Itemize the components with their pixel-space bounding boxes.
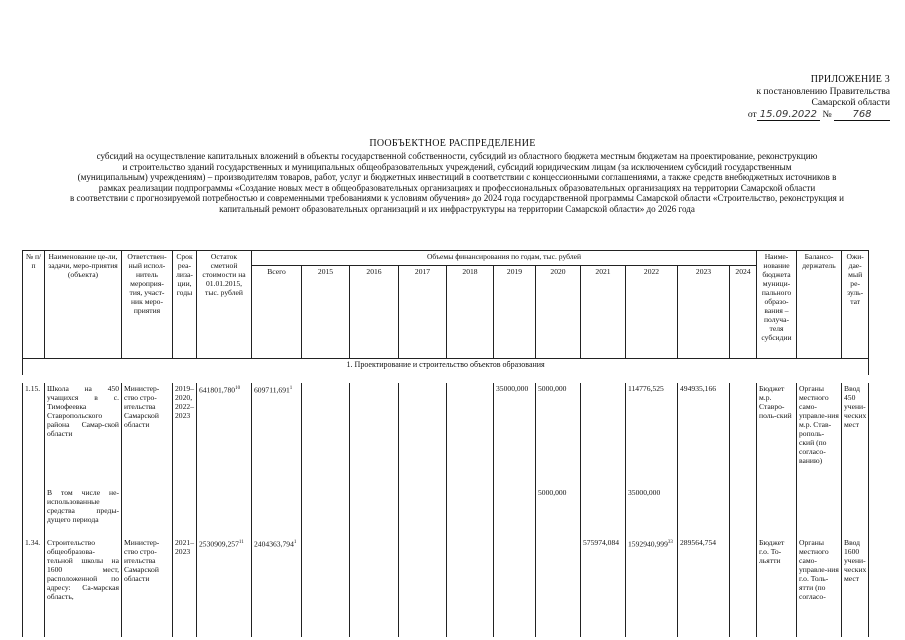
cell-2021: 575974,084	[581, 537, 626, 637]
number-prefix: №	[822, 108, 832, 120]
cell-total: 2404363,794$^1$	[252, 537, 302, 637]
cell-remainder: 2530909,257$^{11}$	[197, 537, 252, 637]
cell-2023: 494935,166	[678, 383, 730, 487]
cell-num: 1.15.	[23, 383, 45, 487]
cell-responsible: Министер-ство стро-ительства Самарской области	[122, 537, 173, 637]
header-responsible: Ответствен-ный испол-нитель мероприя-тия, участ-ник меро-приятия	[122, 251, 173, 359]
handwritten-date: 15.09.2022	[757, 109, 820, 122]
cell-name: Школа на 450 учащихся в с. Тимофеевка Ставропольского района Самар-ской области	[45, 383, 122, 487]
cell-result: Ввод 450 учени-ческих мест	[842, 383, 869, 487]
header-year: 2021	[581, 266, 626, 359]
cell-total: 609711,691$^1$	[252, 383, 302, 487]
header-name: Наименование це-ли, задачи, меро-приятия (объекта)	[45, 251, 122, 359]
document-title: ПООБЪЕКТНОЕ РАСПРЕДЕЛЕНИЕ	[369, 138, 536, 149]
appendix-line2: Самарской области	[811, 97, 890, 108]
header-year: 2023	[678, 266, 730, 359]
subtitle-line: капитальный ремонт образовательных организаций и их инфраструктуры на территории Самарской области» до 2026 года	[219, 203, 695, 214]
document-subtitle	[18, 151, 896, 215]
cell-term: 2021–2023	[173, 537, 197, 637]
header-result: Ожи-дае-мый ре-зуль-тат	[842, 251, 869, 359]
cell-2016	[350, 383, 399, 487]
cell-2020: 5000,000	[536, 487, 581, 537]
appendix-date-line	[700, 109, 890, 122]
funding-table	[22, 250, 869, 637]
header-term: Срок реа-лиза-ции, годы	[173, 251, 197, 359]
cell-2015	[302, 383, 350, 487]
subtitle-line: рамках реализации подпрограммы «Создание новых мест в общеобразовательных организациях и профессиональных образовательных организациях на территории Самарской области	[98, 182, 816, 193]
cell-2019: 35000,000	[494, 383, 536, 487]
appendix-line1: к постановлению Правительства	[756, 85, 890, 97]
header-holder: Балансо-держатель	[797, 251, 842, 359]
header-year: 2018	[447, 266, 494, 359]
appendix-block	[700, 74, 890, 121]
cell-2018	[447, 383, 494, 487]
subtitle-line: (муниципальным) учреждениям) – производителям товаров, работ, услуг и бюджетных инвестиций в соответствии с концессионными соглашениями, а также средств внебюджетных источников в	[77, 172, 837, 183]
header-total: Всего	[252, 266, 302, 359]
table-row	[23, 537, 869, 637]
table-row	[23, 383, 869, 487]
cell-holder: Органы местного само-управле-ния г.о. Толь-ятти (по согласо-	[797, 537, 842, 637]
cell-2023: 289564,754	[678, 537, 730, 637]
funding-table-wrapper	[22, 250, 900, 640]
cell-budget: Бюджет м.р. Ставро-поль-ский	[757, 383, 797, 487]
header-num: № п/п	[23, 251, 45, 359]
section-title: 1. Проектирование и строительство объектов образования	[23, 359, 869, 376]
subtitle-line: и строительство зданий государственных и муниципальных общеобразовательных учреждений, субсидий юридическим лицам (за исключением субсидий государственным	[122, 161, 792, 172]
handwritten-number: 768	[834, 109, 890, 122]
cell-2020: 5000,000	[536, 383, 581, 487]
header-remainder: Остаток сметной стоимости на 01.01.2015, тыс. рублей	[197, 251, 252, 359]
header-year: 2017	[399, 266, 447, 359]
cell-name: Строительство общеобразова-тельной школы на 1600 мест, расположенной по адресу: Са-марская область,	[45, 537, 122, 637]
date-prefix: от	[747, 108, 757, 120]
cell-remainder: 641801,780$^{10}$	[197, 383, 252, 487]
cell-2022: 35000,000	[626, 487, 678, 537]
subtitle-line: в соответствии с прогнозируемой потребностью и современными требованиями к условиям обучения» до 2024 года государственной программы Самарской области «Строительство, реконструкция и	[69, 193, 845, 204]
section-row	[23, 359, 869, 376]
header-year: 2015	[302, 266, 350, 359]
cell-name: В том числе не-использованные средства преды-дущего периода	[45, 487, 122, 537]
header-budget-name: Наиме-нование бюджета муници-пального образо-вания – получа-теля субсидии	[757, 251, 797, 359]
table-row	[23, 487, 869, 537]
header-year: 2016	[350, 266, 399, 359]
cell-2017	[399, 383, 447, 487]
subtitle-line: субсидий на осуществление капитальных вложений в объекты государственной собственности, субсидий из областного бюджета местным бюджетам на проектирование, реконструкцию	[96, 151, 818, 161]
header-year: 2019	[494, 266, 536, 359]
header-year: 2024	[730, 266, 757, 359]
cell-holder: Органы местного само-управле-ния м.р. Став-рополь-ский (по согласо-ванию)	[797, 383, 842, 487]
cell-budget: Бюджет г.о. То-льятти	[757, 537, 797, 637]
header-year: 2022	[626, 266, 678, 359]
cell-num: 1.34.	[23, 537, 45, 637]
cell-num	[23, 487, 45, 537]
appendix-title: ПРИЛОЖЕНИЕ 3	[810, 74, 890, 85]
cell-2022: 1592940,999$^{33}$	[626, 537, 678, 637]
cell-term: 2019–2020, 2022–2023	[173, 383, 197, 487]
header-funding-group: Объемы финансирования по годам, тыс. рублей	[252, 251, 757, 266]
cell-2022: 114776,525	[626, 383, 678, 487]
header-year: 2020	[536, 266, 581, 359]
cell-responsible: Министер-ство стро-ительства Самарской области	[122, 383, 173, 487]
cell-2021	[581, 383, 626, 487]
cell-2024	[730, 383, 757, 487]
cell-result: Ввод 1600 учени-ческих мест	[842, 537, 869, 637]
